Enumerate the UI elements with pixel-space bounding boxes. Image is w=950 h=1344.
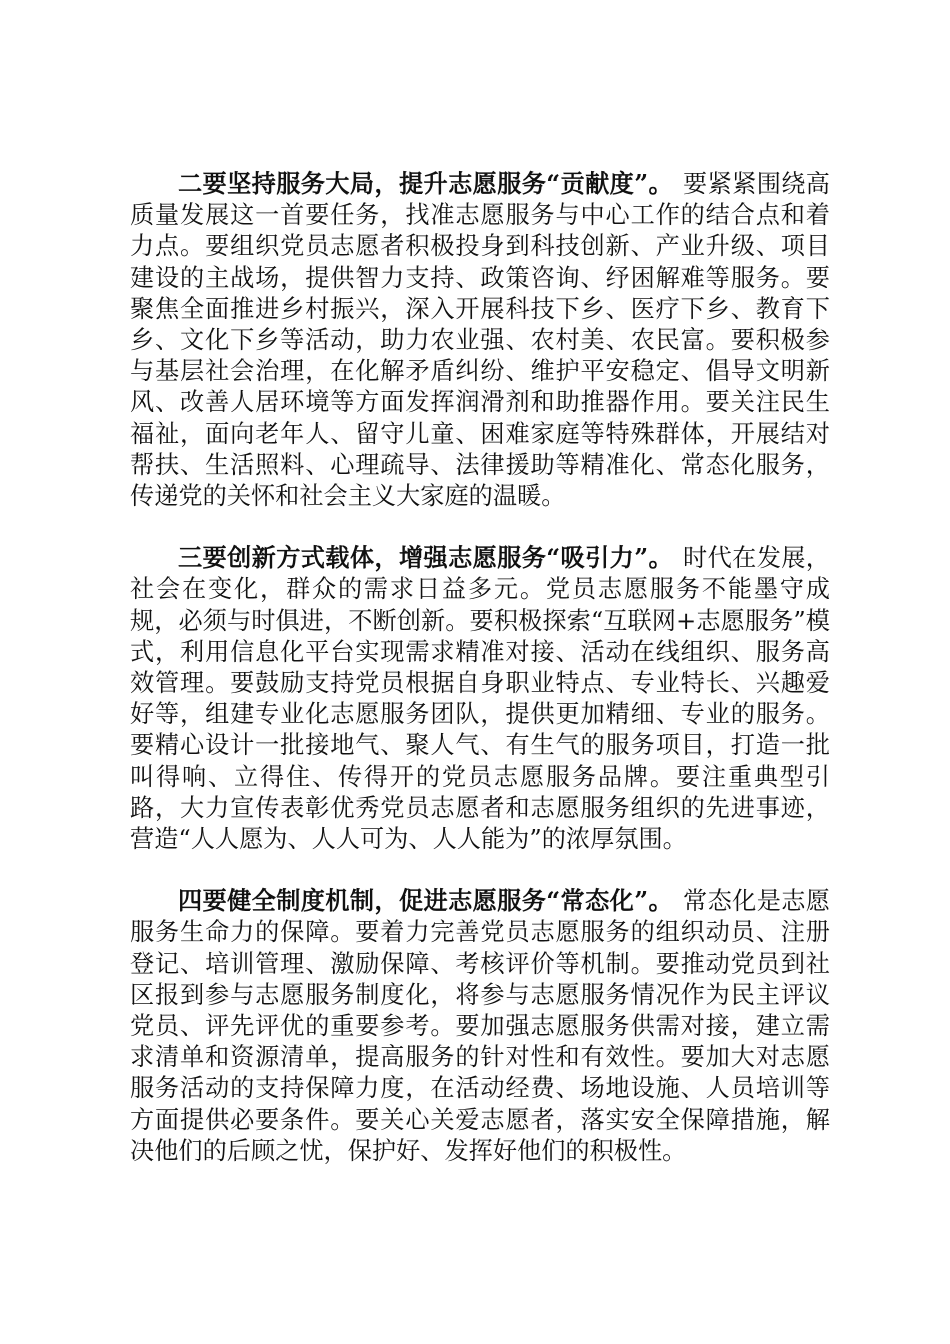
paragraph-body: 时代在发展，社会在变化，群众的需求日益多元。党员志愿服务不能墨守成规，必须与时俱进，不断创新。要积极探索“互联网+志愿服务”模式，利用信息化平台实现需求精准对接、活动在线组织、服务高效管理。要鼓励支持党员根据自身职业特点、专业特长、兴趣爱好等，组建专业化志愿服务团队，提供更加精细、专业的服务。要精心设计一批接地气、聚人气、有生气的服务项目，打造一批叫得响、立得住、传得开的党员志愿服务品牌。要注重典型引路，大力宣传表彰优秀党员志愿者和志愿服务组织的先进事迹，营造“人人愿为、人人可为、人人能为”的浓厚氛围。: [130, 544, 830, 854]
paragraph-contribution: [130, 168, 830, 512]
paragraph-spacer: [130, 512, 830, 542]
document-page: [130, 168, 830, 1167]
paragraph-heading: 二要坚持服务大局，提升志愿服务“贡献度”。: [178, 169, 674, 198]
paragraph-body: 要紧紧围绕高质量发展这一首要任务，找准志愿服务与中心工作的结合点和着力点。要组织党员志愿者积极投身到科技创新、产业升级、项目建设的主战场，提供智力支持、政策咨询、纾困解难等服务。要聚焦全面推进乡村振兴，深入开展科技下乡、医疗下乡、教育下乡、文化下乡等活动，助力农业强、农村美、农民富。要积极参与基层社会治理，在化解矛盾纠纷、维护平安稳定、倡导文明新风、改善人居环境等方面发挥润滑剂和助推器作用。要关注民生福祉，面向老年人、留守儿童、困难家庭等特殊群体，开展结对帮扶、生活照料、心理疏导、法律援助等精准化、常态化服务，传递党的关怀和社会主义大家庭的温暖。: [130, 170, 830, 511]
paragraph-heading: 四要健全制度机制，促进志愿服务“常态化”。: [178, 886, 674, 916]
paragraph-heading: 三要创新方式载体，增强志愿服务“吸引力”。: [178, 543, 674, 573]
paragraph-attraction: [130, 542, 830, 855]
paragraph-body: 常态化是志愿服务生命力的保障。要着力完善党员志愿服务的组织动员、注册登记、培训管理、激励保障、考核评价等机制。要推动党员到社区报到参与志愿服务制度化，将参与志愿服务情况作为民主评议党员、评先评优的重要参考。要加强志愿服务供需对接，建立需求清单和资源清单，提高服务的针对性和有效性。要加大对志愿服务活动的支持保障力度，在活动经费、场地设施、人员培训等方面提供必要条件。要关心关爱志愿者，落实安全保障措施，解决他们的后顾之忧，保护好、发挥好他们的积极性。: [130, 887, 830, 1165]
paragraph-normalization: [130, 885, 830, 1167]
paragraph-spacer: [130, 855, 830, 885]
